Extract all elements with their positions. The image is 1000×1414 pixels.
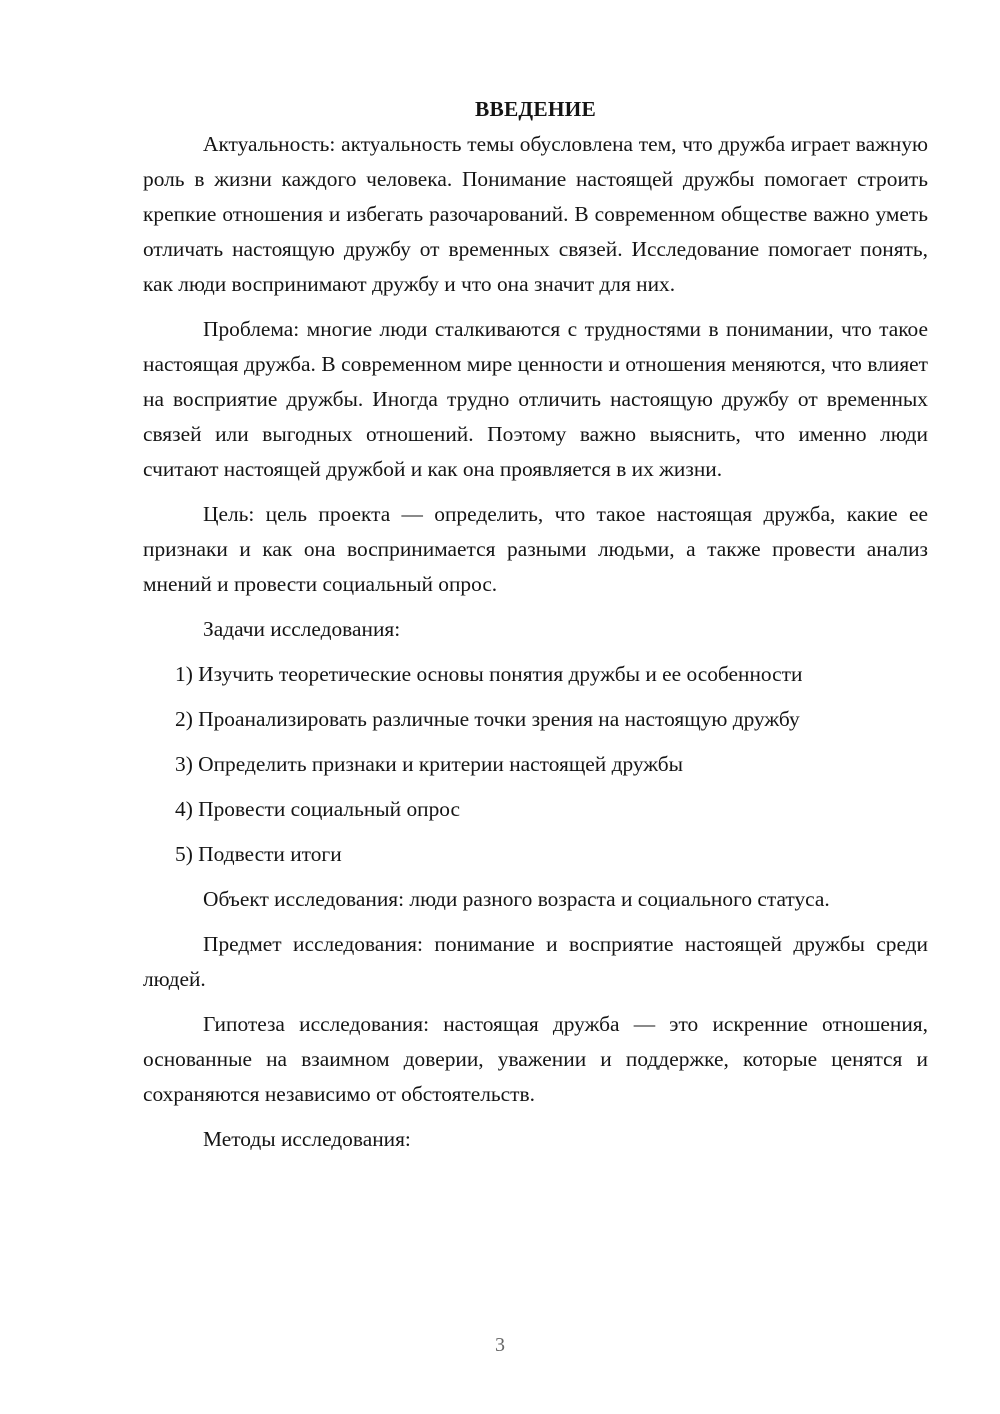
methods-heading: Методы исследования:: [203, 1127, 411, 1151]
task-item: 1) Изучить теоретические основы понятия дружбы и ее особенности: [175, 662, 803, 686]
paragraph-problem: Проблема: многие люди сталкиваются с трудностями в понимании, что такое настоящая дружба. В современном мире ценности и отношения меняются, что влияет на восприятие дружбы. Иногда трудно отличить настоящую дружбу от временных связей или выгодных отношений. Поэтому важно выяснить, что именно люди считают настоящей дружбой и как она проявляется в их жизни.: [143, 317, 928, 481]
task-item: 4) Провести социальный опрос: [175, 797, 461, 821]
paragraph-object: Объект исследования: люди разного возраста и социального статуса.: [203, 887, 830, 911]
page-content: [143, 92, 928, 1167]
page-number: 3: [495, 1334, 505, 1356]
section-title: ВВЕДЕНИЕ: [475, 97, 596, 121]
paragraph-hypothesis: Гипотеза исследования: настоящая дружба — это искренние отношения, основанные на взаимном доверии, уважении и поддержке, которые ценятся и сохраняются независимо от обстоятельств.: [143, 1012, 928, 1106]
paragraph-relevance: Актуальность: актуальность темы обусловлена тем, что дружба играет важную роль в жизни каждого человека. Понимание настоящей дружбы помогает строить крепкие отношения и избегать разочарований. В современном обществе важно уметь отличать настоящую дружбу от временных связей. Исследование помогает понять, как люди воспринимают дружбу и что она значит для них.: [143, 132, 928, 296]
tasks-list: [143, 657, 928, 872]
task-item: 5) Подвести итоги: [175, 842, 342, 866]
tasks-heading: Задачи исследования:: [203, 617, 401, 641]
paragraph-subject: Предмет исследования: понимание и восприятие настоящей дружбы среди людей.: [143, 932, 928, 991]
task-item: 3) Определить признаки и критерии настоящей дружбы: [175, 752, 684, 776]
task-item: 2) Проанализировать различные точки зрения на настоящую дружбу: [175, 707, 800, 731]
paragraph-goal: Цель: цель проекта — определить, что такое настоящая дружба, какие ее признаки и как она воспринимается разными людьми, а также провести анализ мнений и провести социальный опрос.: [143, 502, 928, 596]
